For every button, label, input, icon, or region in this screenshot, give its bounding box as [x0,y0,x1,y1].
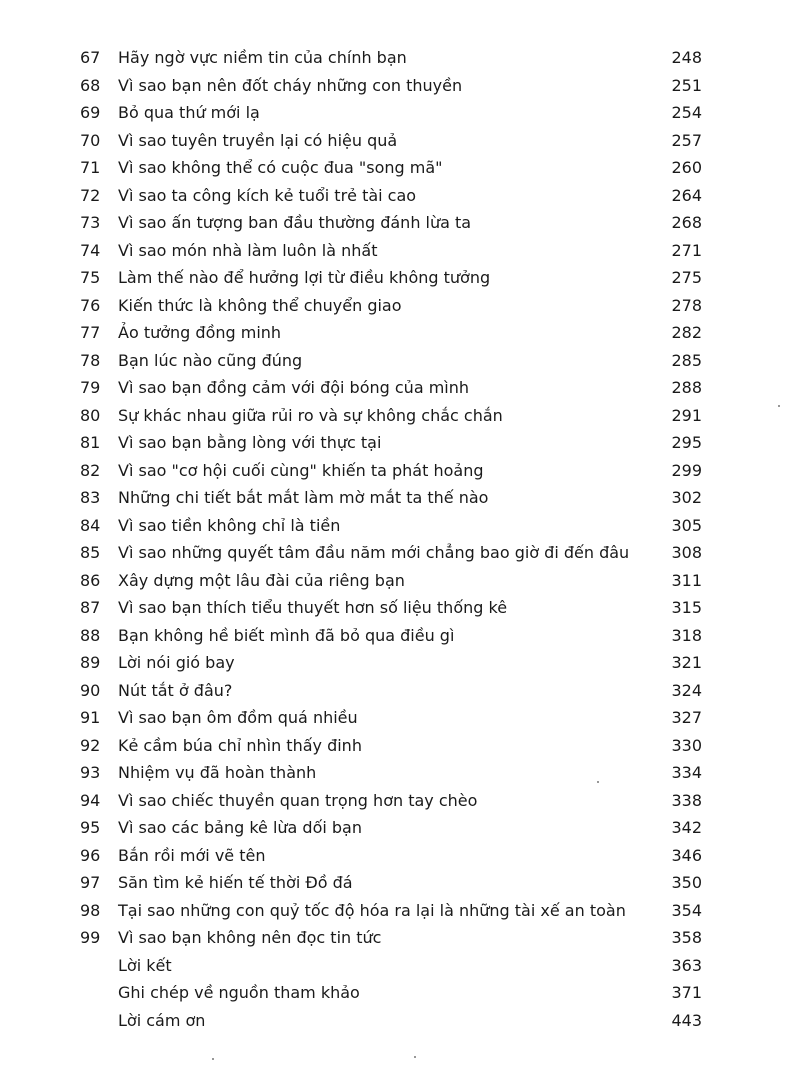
toc-entry [0,319,800,347]
toc-entry [0,979,800,1007]
page-number: 350 [671,873,702,892]
scan-speck [414,1056,416,1058]
chapter-title: Săn tìm kẻ hiến tế thời Đồ đá [118,873,353,892]
chapter-title: Bạn không hề biết mình đã bỏ qua điều gì [118,625,455,645]
toc-entry [0,759,800,787]
chapter-title: Lời kết [118,955,172,975]
chapter-number: 69 [80,103,101,122]
page-number: 346 [671,845,702,865]
chapter-title: Lời cám ơn [118,1010,206,1030]
chapter-title: Vì sao những quyết tâm đầu năm mới chẳng bao giờ đi đến đâu [118,543,630,562]
toc-entry [0,402,800,430]
page-number: 257 [671,130,702,150]
toc-entry [0,44,800,72]
page-number: 443 [671,1010,702,1030]
chapter-title: Vì sao "cơ hội cuối cùng" khiến ta phát hoảng [118,460,484,480]
page-number: 342 [671,818,702,837]
chapter-title: Ghi chép về nguồn tham khảo [118,983,360,1002]
chapter-title: Những chi tiết bắt mắt làm mờ mắt ta thế nào [118,488,489,507]
page-number: 354 [671,900,702,920]
chapter-number: 71 [80,158,101,177]
scan-speck [778,405,780,407]
toc-entry [0,237,800,265]
chapter-title: Vì sao bạn không nên đọc tin tức [118,928,382,947]
chapter-number: 78 [80,350,101,370]
chapter-number: 91 [80,708,101,727]
chapter-number: 72 [80,185,101,205]
toc-entry [0,127,800,155]
page-number: 285 [671,350,702,370]
chapter-number: 93 [80,763,101,782]
chapter-title: Vì sao bạn thích tiểu thuyết hơn số liệu thống kê [118,598,508,617]
scan-speck [597,781,599,783]
toc-entry [0,787,800,815]
chapter-number: 82 [80,460,101,480]
chapter-title: Vì sao ấn tượng ban đầu thường đánh lừa ta [118,213,472,232]
toc-entry [0,1007,800,1035]
chapter-title: Bỏ qua thứ mới lạ [118,103,260,122]
page-number: 315 [671,598,702,617]
page-number: 302 [671,488,702,507]
chapter-number: 87 [80,598,101,617]
page-number: 278 [671,295,702,315]
chapter-number: 68 [80,75,101,95]
chapter-title: Hãy ngờ vực niềm tin của chính bạn [118,48,407,67]
chapter-number: 67 [80,48,101,67]
toc-entry [0,924,800,952]
chapter-number: 83 [80,488,101,507]
chapter-number: 73 [80,213,101,232]
toc-entry [0,677,800,705]
chapter-number: 86 [80,570,101,590]
page-number: 248 [671,48,702,67]
page-number: 275 [671,268,702,287]
chapter-number: 99 [80,928,101,947]
toc-entry [0,457,800,485]
toc-entry [0,429,800,457]
page-number: 363 [671,955,702,975]
chapter-number: 92 [80,735,101,755]
page-number: 254 [671,103,702,122]
chapter-number: 76 [80,295,101,315]
chapter-title: Làm thế nào để hưởng lợi từ điều không tưởng [118,268,491,287]
toc-entry [0,732,800,760]
page-number: 305 [671,515,702,535]
chapter-title: Vì sao bạn đồng cảm với đội bóng của mình [118,378,470,397]
toc-entry [0,704,800,732]
chapter-title: Bạn lúc nào cũng đúng [118,350,303,370]
scan-speck [212,1058,214,1060]
page-number: 251 [671,75,702,95]
page-number: 324 [671,680,702,700]
chapter-title: Ảo tưởng đồng minh [118,323,282,342]
toc-entry [0,99,800,127]
page-number: 371 [671,983,702,1002]
chapter-title: Vì sao bạn ôm đồm quá nhiều [118,708,358,727]
chapter-number: 79 [80,378,101,397]
page-number: 308 [671,543,702,562]
chapter-title: Tại sao những con quỷ tốc độ hóa ra lại là những tài xế an toàn [118,900,626,920]
chapter-title: Vì sao bạn bằng lòng với thực tại [118,433,382,452]
chapter-title: Vì sao món nhà làm luôn là nhất [118,240,378,260]
chapter-number: 96 [80,845,101,865]
chapter-number: 88 [80,625,101,645]
chapter-title: Vì sao tiền không chỉ là tiền [118,515,341,535]
chapter-title: Kẻ cầm búa chỉ nhìn thấy đinh [118,735,362,755]
chapter-title: Vì sao ta công kích kẻ tuổi trẻ tài cao [118,185,417,205]
toc-entry [0,292,800,320]
chapter-title: Lời nói gió bay [118,653,235,672]
chapter-number: 80 [80,405,101,425]
toc-entry [0,182,800,210]
chapter-number: 98 [80,900,101,920]
page-number: 327 [671,708,702,727]
chapter-title: Nhiệm vụ đã hoàn thành [118,763,317,782]
chapter-number: 90 [80,680,101,700]
page-number: 311 [671,570,702,590]
chapter-number: 70 [80,130,101,150]
chapter-number: 95 [80,818,101,837]
toc-entry [0,842,800,870]
toc-entry [0,484,800,512]
page-number: 282 [671,323,702,342]
toc-entry [0,264,800,292]
chapter-title: Kiến thức là không thể chuyển giao [118,295,402,315]
page-number: 295 [671,433,702,452]
toc-entry [0,814,800,842]
page-number: 299 [671,460,702,480]
toc-entry [0,512,800,540]
toc-entry [0,347,800,375]
toc-entry [0,567,800,595]
chapter-title: Vì sao không thể có cuộc đua "song mã" [118,158,443,177]
chapter-title: Vì sao bạn nên đốt cháy những con thuyền [118,75,463,95]
toc-entry [0,869,800,897]
chapter-title: Vì sao tuyên truyền lại có hiệu quả [118,130,398,150]
page-number: 288 [671,378,702,397]
chapter-number: 97 [80,873,101,892]
page-number: 318 [671,625,702,645]
page-number: 271 [671,240,702,260]
page-number: 334 [671,763,702,782]
chapter-title: Nút tắt ở đâu? [118,680,233,700]
chapter-number: 77 [80,323,101,342]
chapter-number: 89 [80,653,101,672]
toc-entry [0,374,800,402]
toc-entry [0,72,800,100]
toc-entry [0,154,800,182]
page-number: 260 [671,158,702,177]
page-number: 338 [671,790,702,810]
toc-entry [0,952,800,980]
chapter-title: Vì sao chiếc thuyền quan trọng hơn tay chèo [118,790,478,810]
page-number: 321 [671,653,702,672]
toc-entry [0,897,800,925]
page-number: 291 [671,405,702,425]
chapter-title: Bắn rồi mới vẽ tên [118,845,266,865]
chapter-title: Xây dựng một lâu đài của riêng bạn [118,570,405,590]
chapter-title: Sự khác nhau giữa rủi ro và sự không chắc chắn [118,405,503,425]
toc-entry [0,594,800,622]
chapter-number: 81 [80,433,101,452]
page-number: 330 [671,735,702,755]
page-number: 264 [671,185,702,205]
chapter-number: 75 [80,268,101,287]
toc-entry [0,209,800,237]
chapter-number: 84 [80,515,101,535]
chapter-number: 74 [80,240,101,260]
chapter-title: Vì sao các bảng kê lừa dối bạn [118,818,362,837]
toc-entry [0,649,800,677]
chapter-number: 85 [80,543,101,562]
page-number: 268 [671,213,702,232]
chapter-number: 94 [80,790,101,810]
toc-entry [0,622,800,650]
toc-entry [0,539,800,567]
page-number: 358 [671,928,702,947]
